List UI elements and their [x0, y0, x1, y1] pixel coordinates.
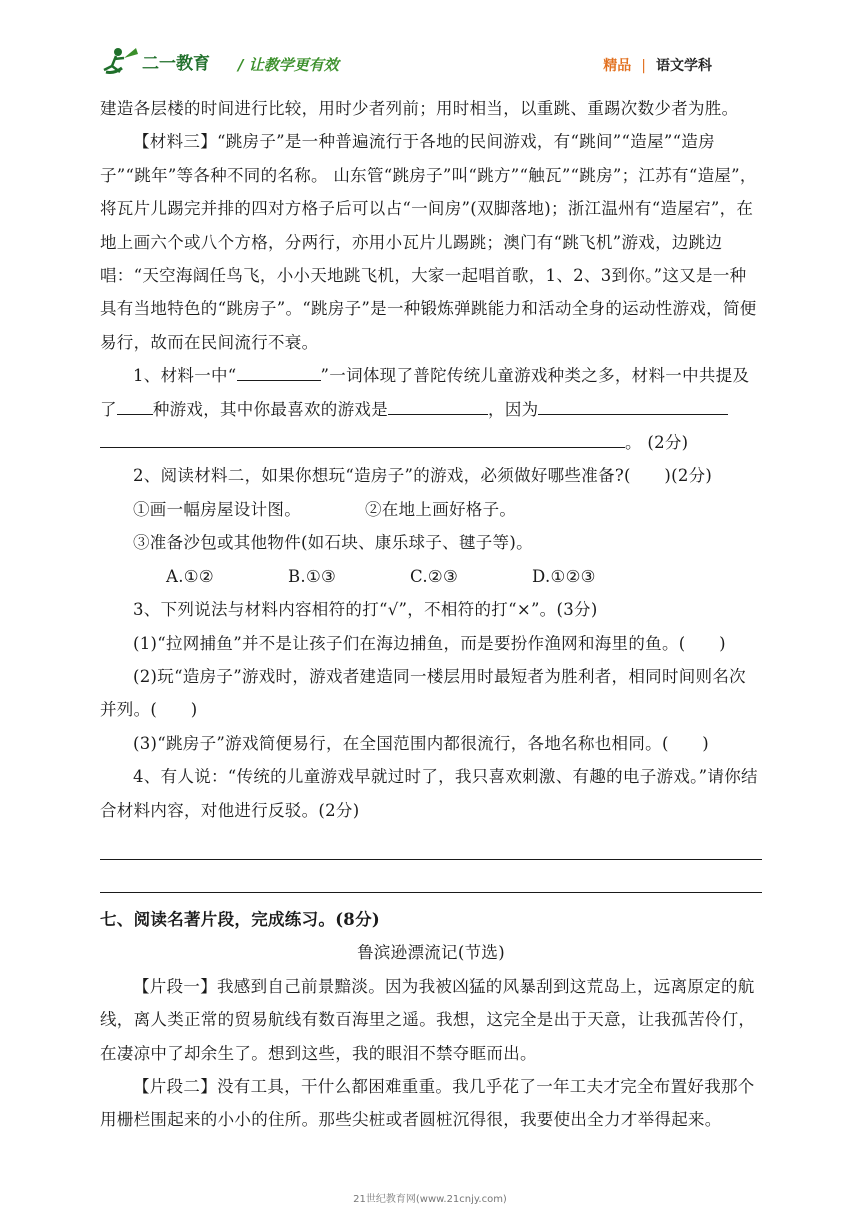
option-c[interactable]: C.②③ — [410, 566, 459, 586]
excerpt-1: 【片段一】我感到自己前景黯淡。因为我被凶猛的风暴刮到这荒岛上，远离原定的航线，离人类正常的贸易航线有数百海里之遥。我想，这完全是出于天意，让我孤苦伶仃，在凄凉中了却余生了。想到这些，我的眼泪不禁夺眶而出。 — [100, 976, 756, 1063]
answer-line[interactable] — [100, 827, 762, 860]
page-footer: 21世纪教育网(www.21cnjy.com) — [353, 1194, 507, 1205]
question-1: 1、材料一中“ ”一词体现了普陀传统儿童游戏种类之多，材料一中共提及了 种游戏，其中你最喜欢的游戏是 ，因为 。 (2分) — [100, 359, 762, 459]
divider: | — [641, 58, 646, 74]
statement-3: (3)“跳房子”游戏简便易行，在全国范围内都很流行，各地名称也相同。( ) — [133, 733, 710, 753]
answer-blank[interactable] — [100, 429, 625, 448]
svg-text:二一教育: 二一教育 — [142, 54, 210, 74]
answer-blank[interactable] — [117, 396, 153, 415]
option-a[interactable]: A.①② — [166, 566, 214, 586]
paragraph-continued: 建造各层楼的时间进行比较，用时少者列前；用时相当，以重跳、重踢次数少者为胜。 — [100, 99, 739, 118]
header-subject — [603, 55, 712, 75]
answer-line[interactable] — [100, 860, 762, 893]
page-header — [0, 0, 860, 88]
question-2-options — [100, 560, 762, 593]
slogan: / 让教学更有效 — [238, 56, 339, 74]
question-4: 4、有人说：“传统的儿童游戏早就过时了，我只喜欢刺激、有趣的电子游戏。”请你结合材料内容，对他进行反驳。(2分) — [100, 767, 758, 820]
section-7-title: 七、阅读名著片段，完成练习。(8分) — [100, 909, 380, 929]
book-title: 鲁滨逊漂流记(节选) — [357, 943, 505, 963]
question-3: 3、下列说法与材料内容相符的打“√”，不相符的打“×”。(3分) — [133, 600, 598, 620]
statement-2: (2)玩“造房子”游戏时，游戏者建造同一楼层用时最短者为胜利者，相同时间则名次并列。( ) — [100, 666, 746, 720]
subject-label: 语文学科 — [656, 58, 712, 74]
answer-blank[interactable] — [388, 396, 488, 415]
document-body — [100, 92, 762, 1137]
option-d[interactable]: D.①②③ — [532, 566, 596, 586]
question-2: 2、阅读材料二，如果你想玩“造房子”的游戏，必须做好哪些准备?( )(2分) — [133, 466, 713, 486]
answer-blank[interactable] — [538, 396, 728, 415]
option-b[interactable]: B.①③ — [288, 566, 337, 586]
premium-label: 精品 — [603, 58, 632, 74]
question-2-items: ①画一幅房屋设计图。 ②在地上画好格子。 — [133, 499, 517, 519]
statement-1: (1)“拉网捕鱼”并不是让孩子们在海边捕鱼，而是要扮作渔网和海里的鱼。( ) — [133, 633, 726, 653]
runner-icon — [104, 48, 138, 73]
excerpt-2: 【片段二】没有工具，干什么都困难重重。我几乎花了一年工夫才完全布置好我那个用栅栏围起来的小小的住所。那些尖桩或者圆桩沉得很，我要使出全力才举得起来。 — [100, 1076, 755, 1130]
question-2-item-3: ③准备沙包或其他物件(如石块、康乐球子、毽子等)。 — [133, 533, 533, 553]
logo — [100, 44, 230, 80]
answer-blank[interactable] — [237, 362, 321, 381]
material-3: 【材料三】“跳房子”是一种普遍流行于各地的民间游戏，有“跳间”“造屋”“造房子”“跳年”等各种不同的名称。 山东管“跳房子”叫“跳方”“触瓦”“跳房”；江苏有“造屋”，将瓦片儿踢完并排的四对方格子后可以占“一间房”(双脚落地)；浙江温州有“造屋宕”，在地上画六个或八个方格，分两行，亦用小瓦片儿踢跳；澳门有“跳飞机”游戏，边跳边唱：“天空海阔任鸟飞，小小天地跳飞机，大家一起唱首歌，1、2、3到你。”这又是一种具有当地特色的“跳房子”。“跳房子”是一种锻炼弹跳能力和活动全身的运动性游戏，简便易行，故而在民间流行不衰。 — [100, 132, 757, 352]
